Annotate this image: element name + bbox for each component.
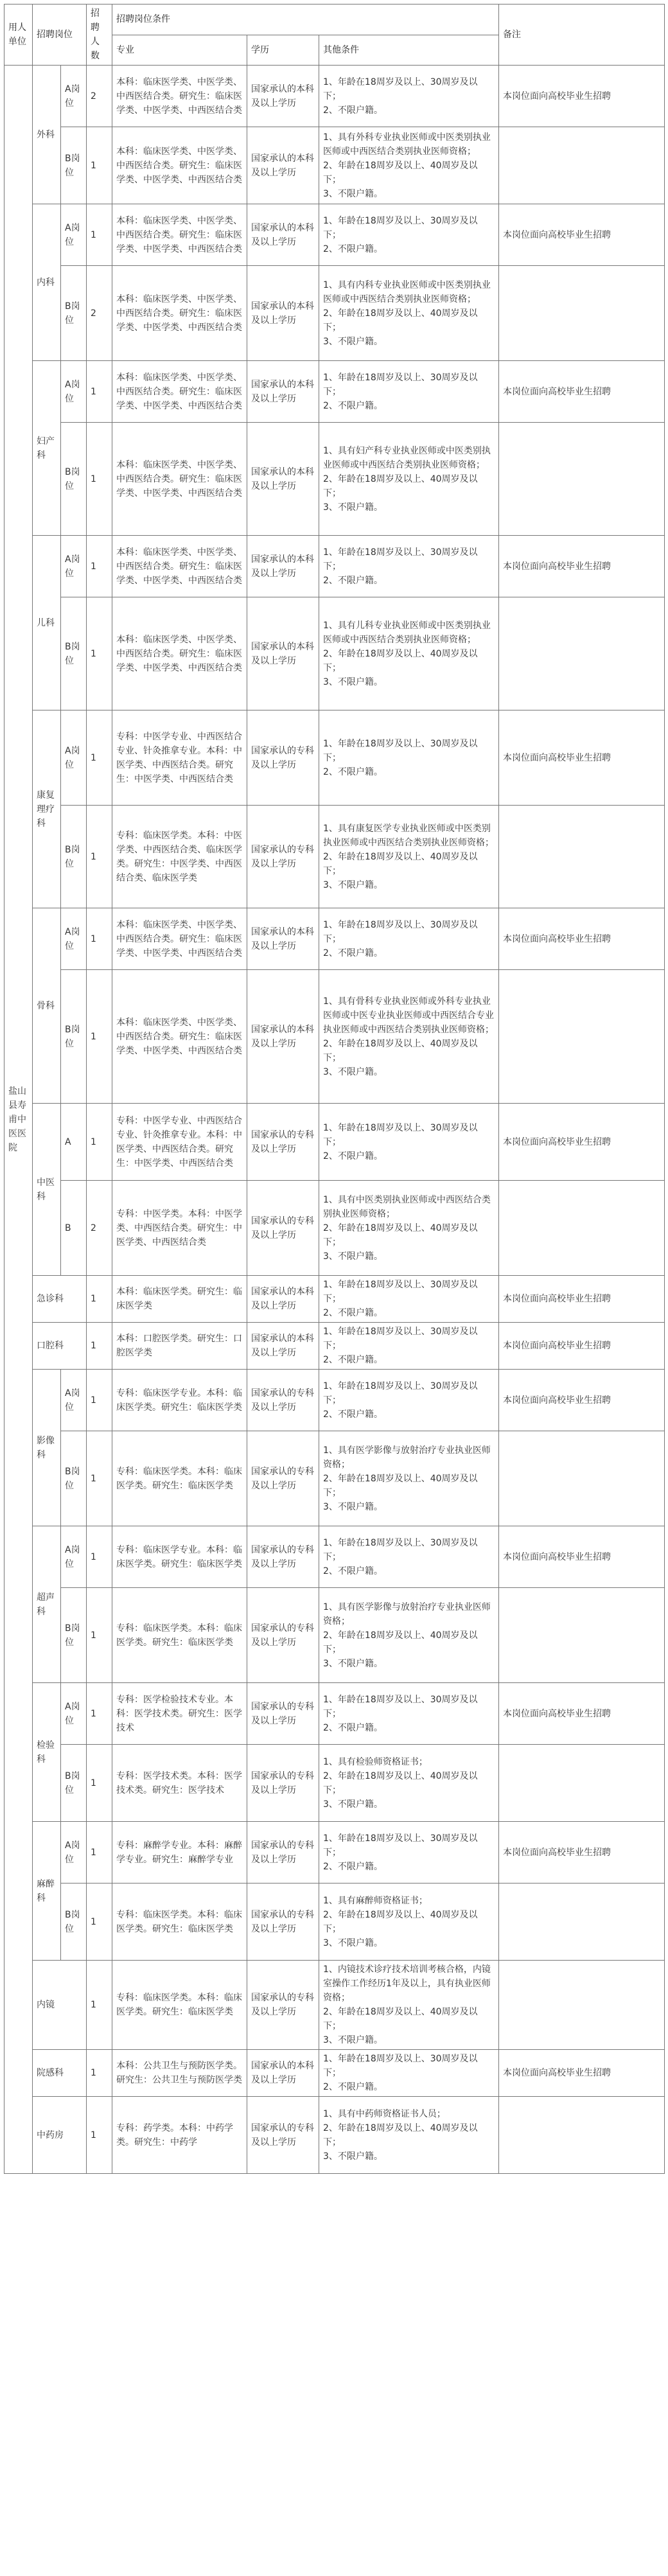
dept-cell: 超声科 xyxy=(33,1526,61,1683)
remark-cell: 本岗位面向高校毕业生招聘 xyxy=(499,1822,665,1883)
header-count: 招聘人数 xyxy=(87,4,112,66)
dept-cell: 妇产科 xyxy=(33,361,61,536)
position-cell: B岗位 xyxy=(61,597,87,710)
education-cell: 国家承认的专科及以上学历 xyxy=(247,1431,319,1526)
other-conditions-cell: 1、年龄在18周岁及以上、30周岁及以下； 2、不限户籍。 xyxy=(319,1822,499,1883)
education-cell: 国家承认的专科及以上学历 xyxy=(247,1883,319,1961)
table-row xyxy=(4,536,665,597)
table-row xyxy=(4,1526,665,1588)
remark-cell: 本岗位面向高校毕业生招聘 xyxy=(499,204,665,266)
education-cell: 国家承认的专科及以上学历 xyxy=(247,806,319,908)
education-cell: 国家承认的专科及以上学历 xyxy=(247,1822,319,1883)
table-row xyxy=(4,1961,665,2050)
education-cell: 国家承认的专科及以上学历 xyxy=(247,1104,319,1181)
table-row xyxy=(4,908,665,970)
remark-cell: 本岗位面向高校毕业生招聘 xyxy=(499,66,665,127)
major-cell: 专科：中医学类。本科：中医学类、中西医结合类。研究生：中医学类、中西医结合类 xyxy=(112,1181,247,1276)
count-cell: 1 xyxy=(87,1961,112,2050)
dept-cell: 内科 xyxy=(33,204,61,361)
position-cell: A岗位 xyxy=(61,204,87,266)
other-conditions-cell: 1、具有医学影像与放射治疗专业执业医师资格； 2、年龄在18周岁及以上、40周岁及以下； 3、不限户籍。 xyxy=(319,1431,499,1526)
position-cell: B岗位 xyxy=(61,806,87,908)
major-cell: 专科：临床医学类。本科：临床医学类。研究生：临床医学类 xyxy=(112,1961,247,2050)
count-cell: 1 xyxy=(87,1588,112,1683)
count-cell: 1 xyxy=(87,2050,112,2097)
remark-cell: 本岗位面向高校毕业生招聘 xyxy=(499,1323,665,1370)
position-cell: B岗位 xyxy=(61,1588,87,1683)
position-cell: A岗位 xyxy=(61,908,87,970)
education-cell: 国家承认的本科及以上学历 xyxy=(247,204,319,266)
position-cell: B岗位 xyxy=(61,1431,87,1526)
education-cell: 国家承认的专科及以上学历 xyxy=(247,2097,319,2174)
count-cell: 2 xyxy=(87,266,112,361)
count-cell: 1 xyxy=(87,361,112,423)
table-row xyxy=(4,970,665,1104)
count-cell: 1 xyxy=(87,127,112,204)
education-cell: 国家承认的本科及以上学历 xyxy=(247,1276,319,1323)
remark-cell xyxy=(499,806,665,908)
major-cell: 专科：中医学专业、中西医结合专业、针灸推拿专业。本科：中医学类、中西医结合类。研究生：中医学类、中西医结合类 xyxy=(112,1104,247,1181)
position-cell: B岗位 xyxy=(61,127,87,204)
dept-cell: 急诊科 xyxy=(33,1276,87,1323)
other-conditions-cell: 1、年龄在18周岁及以上、30周岁及以下； 2、不限户籍。 xyxy=(319,1683,499,1745)
dept-cell: 中医科 xyxy=(33,1104,61,1276)
other-conditions-cell: 1、年龄在18周岁及以上、30周岁及以下； 2、不限户籍。 xyxy=(319,1370,499,1431)
education-cell: 国家承认的本科及以上学历 xyxy=(247,908,319,970)
table-row xyxy=(4,1323,665,1370)
count-cell: 1 xyxy=(87,1370,112,1431)
count-cell: 1 xyxy=(87,1431,112,1526)
count-cell: 1 xyxy=(87,1526,112,1588)
position-cell: A岗位 xyxy=(61,66,87,127)
count-cell: 1 xyxy=(87,970,112,1104)
recruitment-table xyxy=(4,4,665,2174)
remark-cell: 本岗位面向高校毕业生招聘 xyxy=(499,1370,665,1431)
other-conditions-cell: 1、年龄在18周岁及以上、30周岁及以下； 2、不限户籍。 xyxy=(319,536,499,597)
position-cell: A岗位 xyxy=(61,1370,87,1431)
other-conditions-cell: 1、年龄在18周岁及以上、30周岁及以下； 2、不限户籍。 xyxy=(319,1323,499,1370)
remark-cell xyxy=(499,1745,665,1822)
count-cell: 1 xyxy=(87,423,112,536)
table-row xyxy=(4,1883,665,1961)
count-cell: 1 xyxy=(87,1323,112,1370)
major-cell: 专科：临床医学类。本科：临床医学类。研究生：临床医学类 xyxy=(112,1431,247,1526)
header-major: 专业 xyxy=(112,35,247,66)
major-cell: 本科：公共卫生与预防医学类。研究生：公共卫生与预防医学类 xyxy=(112,2050,247,2097)
major-cell: 专科：临床医学类。本科：临床医学类。研究生：临床医学类 xyxy=(112,1883,247,1961)
table-row xyxy=(4,204,665,266)
education-cell: 国家承认的本科及以上学历 xyxy=(247,423,319,536)
table-row xyxy=(4,423,665,536)
table-row xyxy=(4,1181,665,1276)
major-cell: 本科：临床医学类。研究生：临床医学类 xyxy=(112,1276,247,1323)
major-cell: 专科：临床医学类。本科：中医学类、中西医结合类、临床医学类。研究生：中医学类、中西医结合类、临床医学类 xyxy=(112,806,247,908)
education-cell: 国家承认的本科及以上学历 xyxy=(247,597,319,710)
header-unit: 用人单位 xyxy=(4,4,33,66)
remark-cell: 本岗位面向高校毕业生招聘 xyxy=(499,1104,665,1181)
position-cell: A xyxy=(61,1104,87,1181)
other-conditions-cell: 1、具有医学影像与放射治疗专业执业医师资格； 2、年龄在18周岁及以上、40周岁及以下； 3、不限户籍。 xyxy=(319,1588,499,1683)
position-cell: A岗位 xyxy=(61,1822,87,1883)
remark-cell: 本岗位面向高校毕业生招聘 xyxy=(499,361,665,423)
other-conditions-cell: 1、具有骨科专业执业医师或外科专业执业医师或中医专业执业医师或中西医结合专业执业医师或中西医结合类别执业医师资格； 2、年龄在18周岁及以上、40周岁及以下； 3、不限户籍。 xyxy=(319,970,499,1104)
other-conditions-cell: 1、年龄在18周岁及以上、30周岁及以下； 2、不限户籍。 xyxy=(319,204,499,266)
education-cell: 国家承认的专科及以上学历 xyxy=(247,710,319,806)
count-cell: 1 xyxy=(87,1104,112,1181)
table-row xyxy=(4,1370,665,1431)
count-cell: 1 xyxy=(87,1276,112,1323)
count-cell: 1 xyxy=(87,536,112,597)
other-conditions-cell: 1、年龄在18周岁及以上、30周岁及以下； 2、不限户籍。 xyxy=(319,2050,499,2097)
position-cell: A岗位 xyxy=(61,710,87,806)
position-cell: B岗位 xyxy=(61,1745,87,1822)
other-conditions-cell: 1、具有妇产科专业执业医师或中医类别执业医师或中西医结合类别执业医师资格； 2、年龄在18周岁及以上、40周岁及以下； 3、不限户籍。 xyxy=(319,423,499,536)
other-conditions-cell: 1、年龄在18周岁及以上、30周岁及以下； 2、不限户籍。 xyxy=(319,1526,499,1588)
count-cell: 1 xyxy=(87,597,112,710)
position-cell: B岗位 xyxy=(61,970,87,1104)
table-row xyxy=(4,127,665,204)
other-conditions-cell: 1、年龄在18周岁及以上、30周岁及以下； 2、不限户籍。 xyxy=(319,361,499,423)
major-cell: 专科：临床医学专业。本科：临床医学类。研究生：临床医学类 xyxy=(112,1370,247,1431)
position-cell: A岗位 xyxy=(61,1526,87,1588)
remark-cell xyxy=(499,423,665,536)
other-conditions-cell: 1、具有检验师资格证书； 2、年龄在18周岁及以上、40周岁及以下； 3、不限户籍。 xyxy=(319,1745,499,1822)
dept-cell: 检验科 xyxy=(33,1683,61,1822)
major-cell: 本科：临床医学类、中医学类、中西医结合类。研究生：临床医学类、中医学类、中西医结合类 xyxy=(112,423,247,536)
other-conditions-cell: 1、具有中医类别执业医师或中西医结合类别执业医师资格； 2、年龄在18周岁及以上、40周岁及以下； 3、不限户籍。 xyxy=(319,1181,499,1276)
table-row xyxy=(4,361,665,423)
major-cell: 本科：口腔医学类。研究生：口腔医学类 xyxy=(112,1323,247,1370)
major-cell: 本科：临床医学类、中医学类、中西医结合类。研究生：临床医学类、中医学类、中西医结合类 xyxy=(112,66,247,127)
table-row xyxy=(4,1431,665,1526)
education-cell: 国家承认的本科及以上学历 xyxy=(247,536,319,597)
header-conditions: 招聘岗位条件 xyxy=(112,4,499,35)
education-cell: 国家承认的专科及以上学历 xyxy=(247,1961,319,2050)
remark-cell xyxy=(499,127,665,204)
other-conditions-cell: 1、年龄在18周岁及以上、30周岁及以下； 2、不限户籍。 xyxy=(319,908,499,970)
education-cell: 国家承认的本科及以上学历 xyxy=(247,1323,319,1370)
other-conditions-cell: 1、年龄在18周岁及以上、30周岁及以下； 2、不限户籍。 xyxy=(319,1276,499,1323)
dept-cell: 儿科 xyxy=(33,536,61,710)
major-cell: 专科：临床医学类。本科：临床医学类。研究生：临床医学类 xyxy=(112,1588,247,1683)
table-row xyxy=(4,1822,665,1883)
major-cell: 本科：临床医学类、中医学类、中西医结合类。研究生：临床医学类、中医学类、中西医结合类 xyxy=(112,970,247,1104)
position-cell: A岗位 xyxy=(61,361,87,423)
dept-cell: 中药房 xyxy=(33,2097,87,2174)
major-cell: 专科：临床医学专业。本科：临床医学类。研究生：临床医学类 xyxy=(112,1526,247,1588)
header-education: 学历 xyxy=(247,35,319,66)
table-row xyxy=(4,1683,665,1745)
education-cell: 国家承认的本科及以上学历 xyxy=(247,2050,319,2097)
education-cell: 国家承认的本科及以上学历 xyxy=(247,266,319,361)
major-cell: 本科：临床医学类、中医学类、中西医结合类。研究生：临床医学类、中医学类、中西医结合类 xyxy=(112,204,247,266)
education-cell: 国家承认的本科及以上学历 xyxy=(247,361,319,423)
education-cell: 国家承认的本科及以上学历 xyxy=(247,66,319,127)
position-cell: A岗位 xyxy=(61,536,87,597)
education-cell: 国家承认的专科及以上学历 xyxy=(247,1181,319,1276)
count-cell: 1 xyxy=(87,1822,112,1883)
education-cell: 国家承认的专科及以上学历 xyxy=(247,1526,319,1588)
remark-cell xyxy=(499,1883,665,1961)
header-post: 招聘岗位 xyxy=(33,4,87,66)
remark-cell: 本岗位面向高校毕业生招聘 xyxy=(499,710,665,806)
table-row xyxy=(4,266,665,361)
table-body xyxy=(4,66,665,2174)
other-conditions-cell: 1、具有外科专业执业医师或中医类别执业医师或中西医结合类别执业医师资格； 2、年龄在18周岁及以上、40周岁及以下； 3、不限户籍。 xyxy=(319,127,499,204)
position-cell: B岗位 xyxy=(61,266,87,361)
major-cell: 本科：临床医学类、中医学类、中西医结合类。研究生：临床医学类、中医学类、中西医结合类 xyxy=(112,266,247,361)
count-cell: 1 xyxy=(87,806,112,908)
count-cell: 1 xyxy=(87,204,112,266)
other-conditions-cell: 1、具有儿科专业执业医师或中医类别执业医师或中西医结合类别执业医师资格； 2、年龄在18周岁及以上、40周岁及以下； 3、不限户籍。 xyxy=(319,597,499,710)
other-conditions-cell: 1、年龄在18周岁及以上、30周岁及以下； 2、不限户籍。 xyxy=(319,66,499,127)
count-cell: 1 xyxy=(87,2097,112,2174)
count-cell: 1 xyxy=(87,1745,112,1822)
dept-cell: 影像科 xyxy=(33,1370,61,1526)
remark-cell xyxy=(499,970,665,1104)
major-cell: 本科：临床医学类、中医学类、中西医结合类。研究生：临床医学类、中医学类、中西医结合类 xyxy=(112,361,247,423)
header-remark: 备注 xyxy=(499,4,665,66)
remark-cell xyxy=(499,266,665,361)
major-cell: 专科：麻醉学专业。本科：麻醉学专业。研究生：麻醉学专业 xyxy=(112,1822,247,1883)
header-other: 其他条件 xyxy=(319,35,499,66)
position-cell: B岗位 xyxy=(61,423,87,536)
dept-cell: 内镜 xyxy=(33,1961,87,2050)
table-row xyxy=(4,597,665,710)
remark-cell xyxy=(499,1588,665,1683)
position-cell: B岗位 xyxy=(61,1883,87,1961)
table-row xyxy=(4,2097,665,2174)
other-conditions-cell: 1、年龄在18周岁及以上、30周岁及以下； 2、不限户籍。 xyxy=(319,1104,499,1181)
table-row xyxy=(4,1104,665,1181)
remark-cell xyxy=(499,1181,665,1276)
table-row xyxy=(4,710,665,806)
position-cell: A岗位 xyxy=(61,1683,87,1745)
dept-cell: 麻醉科 xyxy=(33,1822,61,1961)
remark-cell: 本岗位面向高校毕业生招聘 xyxy=(499,908,665,970)
count-cell: 1 xyxy=(87,710,112,806)
other-conditions-cell: 1、年龄在18周岁及以上、30周岁及以下； 2、不限户籍。 xyxy=(319,710,499,806)
dept-cell: 骨科 xyxy=(33,908,61,1104)
table-row xyxy=(4,2050,665,2097)
table-row xyxy=(4,1276,665,1323)
major-cell: 专科：医学检验技术专业。本科：医学技术类。研究生：医学技术 xyxy=(112,1683,247,1745)
major-cell: 本科：临床医学类、中医学类、中西医结合类。研究生：临床医学类、中医学类、中西医结合类 xyxy=(112,597,247,710)
education-cell: 国家承认的本科及以上学历 xyxy=(247,970,319,1104)
other-conditions-cell: 1、具有中药师资格证书人员； 2、年龄在18周岁及以上、40周岁及以下； 3、不限户籍。 xyxy=(319,2097,499,2174)
remark-cell xyxy=(499,597,665,710)
education-cell: 国家承认的专科及以上学历 xyxy=(247,1745,319,1822)
dept-cell: 口腔科 xyxy=(33,1323,87,1370)
dept-cell: 康复理疗科 xyxy=(33,710,61,908)
remark-cell: 本岗位面向高校毕业生招聘 xyxy=(499,1526,665,1588)
other-conditions-cell: 1、具有内科专业执业医师或中医类别执业医师或中西医结合类别执业医师资格； 2、年龄在18周岁及以上、40周岁及以下； 3、不限户籍。 xyxy=(319,266,499,361)
dept-cell: 院感科 xyxy=(33,2050,87,2097)
remark-cell xyxy=(499,1961,665,2050)
remark-cell: 本岗位面向高校毕业生招聘 xyxy=(499,1276,665,1323)
major-cell: 专科：中医学专业、中西医结合专业、针灸推拿专业。本科：中医学类、中西医结合类。研究生：中医学类、中西医结合类 xyxy=(112,710,247,806)
table-row xyxy=(4,1588,665,1683)
education-cell: 国家承认的专科及以上学历 xyxy=(247,1588,319,1683)
table-row xyxy=(4,806,665,908)
remark-cell xyxy=(499,1431,665,1526)
count-cell: 2 xyxy=(87,66,112,127)
position-cell: B xyxy=(61,1181,87,1276)
education-cell: 国家承认的本科及以上学历 xyxy=(247,127,319,204)
major-cell: 本科：临床医学类、中医学类、中西医结合类。研究生：临床医学类、中医学类、中西医结合类 xyxy=(112,908,247,970)
major-cell: 专科：医学技术类。本科：医学技术类。研究生：医学技术 xyxy=(112,1745,247,1822)
education-cell: 国家承认的专科及以上学历 xyxy=(247,1370,319,1431)
count-cell: 1 xyxy=(87,1883,112,1961)
other-conditions-cell: 1、具有麻醉师资格证书； 2、年龄在18周岁及以上、40周岁及以下； 3、不限户籍。 xyxy=(319,1883,499,1961)
remark-cell xyxy=(499,2097,665,2174)
header-row-1 xyxy=(4,4,665,35)
count-cell: 2 xyxy=(87,1181,112,1276)
table-row xyxy=(4,66,665,127)
remark-cell: 本岗位面向高校毕业生招聘 xyxy=(499,1683,665,1745)
remark-cell: 本岗位面向高校毕业生招聘 xyxy=(499,2050,665,2097)
unit-name: 盐山县寿甫中医医院 xyxy=(4,66,33,2174)
count-cell: 1 xyxy=(87,1683,112,1745)
count-cell: 1 xyxy=(87,908,112,970)
education-cell: 国家承认的专科及以上学历 xyxy=(247,1683,319,1745)
remark-cell: 本岗位面向高校毕业生招聘 xyxy=(499,536,665,597)
other-conditions-cell: 1、具有康复医学专业执业医师或中医类别执业医师或中西医结合类别执业医师资格； 2、年龄在18周岁及以上、40周岁及以下； 3、不限户籍。 xyxy=(319,806,499,908)
dept-cell: 外科 xyxy=(33,66,61,204)
table-row xyxy=(4,1745,665,1822)
major-cell: 专科：药学类。本科：中药学类。研究生：中药学 xyxy=(112,2097,247,2174)
other-conditions-cell: 1、内镜技术诊疗技术培训考核合格，内镜室操作工作经历1年及以上，具有执业医师资格； 2、年龄在18周岁及以上、40周岁及以下； 3、不限户籍。 xyxy=(319,1961,499,2050)
major-cell: 本科：临床医学类、中医学类、中西医结合类。研究生：临床医学类、中医学类、中西医结合类 xyxy=(112,536,247,597)
major-cell: 本科：临床医学类、中医学类、中西医结合类。研究生：临床医学类、中医学类、中西医结合类 xyxy=(112,127,247,204)
